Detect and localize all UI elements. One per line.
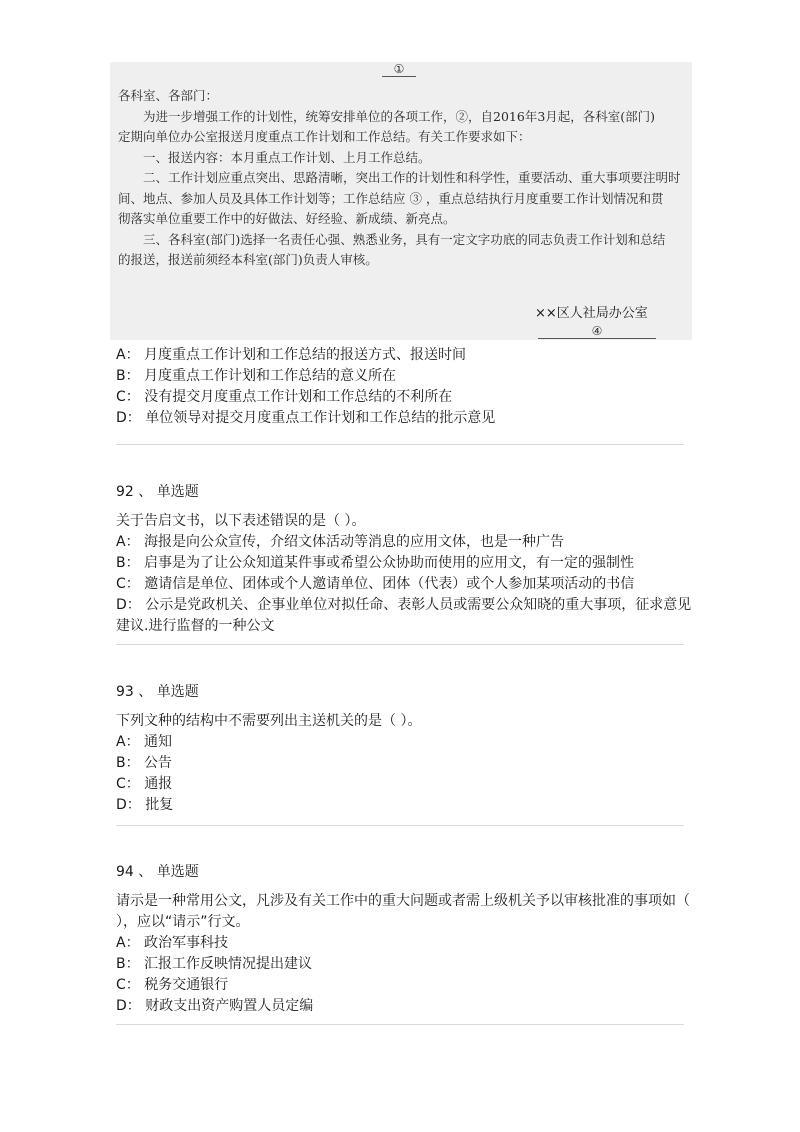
notice-line: 间、地点、参加人员及具体工作计划等；工作总结应 ③ ，重点总结执行月度重要工作计划情况和贯 <box>118 190 664 206</box>
question-header: 92 、 单选题 <box>116 484 199 500</box>
notice-line: 为进一步增强工作的计划性，统筹安排单位的各项工作，②，自2016年3月起，各科室(部门) <box>118 108 656 124</box>
option-a: A： 政治军事科技 <box>116 935 229 951</box>
option-d: D： 财政支出资产购置人员定编 <box>116 998 314 1014</box>
option-b: B： 公告 <box>116 755 173 771</box>
notice-line: 的报送，报送前须经本科室(部门)负责人审核。 <box>118 252 378 267</box>
question-stem: 关于告启文书，以下表述错误的是（ ）。 <box>116 513 366 529</box>
option-d: D： 公示是党政机关、企事业单位对拟任命、表彰人员或需要公众知晓的重大事项，征求意见建议.进行监督的一种公文 <box>116 597 692 634</box>
notice-signature: ××区人社局办公室 <box>535 306 648 321</box>
question-stem: 下列文种的结构中不需要列出主送机关的是（ ）。 <box>116 713 422 729</box>
question-93 <box>116 682 692 816</box>
option-d: D： 单位领导对提交月度重点工作计划和工作总结的批示意见 <box>116 410 496 426</box>
option-b: B： 汇报工作反映情况提出建议 <box>116 956 313 972</box>
option-c: C： 邀请信是单位、团体或个人邀请单位、团体（代表）或个人参加某项活动的书信 <box>116 576 635 592</box>
q91-options <box>116 345 692 429</box>
question-header: 94 、 单选题 <box>116 864 199 880</box>
question-stem: 请示是一种常用公文，凡涉及有关工作中的重大问题或者需上级机关予以审核批准的事项如（ ），应以“请示”行文。 <box>116 893 690 930</box>
notice-line: 各科室、各部门： <box>118 88 219 103</box>
option-a: A： 海报是向公众宣传，介绍文体活动等消息的应用文体，也是一种广告 <box>116 534 565 550</box>
notice-line: 三、各科室(部门)选择一名责任心强、熟悉业务，具有一定文字功底的同志负责工作计划和总结 <box>118 231 666 247</box>
notice-line: 定期向单位办公室报送月度重点工作计划和工作总结。有关工作要求如下： <box>118 129 531 144</box>
option-b: B： 月度重点工作计划和工作总结的意义所在 <box>116 368 397 384</box>
option-b: B： 启事是为了让公众知道某件事或希望公众协助而使用的应用文，有一定的强制性 <box>116 555 635 571</box>
divider <box>116 444 684 445</box>
notice-line: 彻落实单位重要工作中的好做法、好经验、新成绩、新亮点。 <box>118 211 456 226</box>
divider <box>116 1024 684 1025</box>
blank-1: ① <box>375 62 423 77</box>
option-a: A： 月度重点工作计划和工作总结的报送方式、报送时间 <box>116 347 467 363</box>
question-92 <box>116 482 692 637</box>
option-c: C： 通报 <box>116 776 173 792</box>
option-a: A： 通知 <box>116 734 173 750</box>
notice-body <box>118 86 684 271</box>
question-94 <box>116 862 692 1017</box>
option-c: C： 税务交通银行 <box>116 977 229 993</box>
option-d: D： 批复 <box>116 797 174 813</box>
option-c: C： 没有提交月度重点工作计划和工作总结的不利所在 <box>116 389 453 405</box>
notice-line: 一、报送内容：本月重点工作计划、上月工作总结。 <box>118 149 431 165</box>
blank-4: ④ <box>538 324 656 339</box>
notice-line: 二、工作计划应重点突出、思路清晰，突出工作的计划性和科学性，重要活动、重大事项要注明时 <box>118 170 681 185</box>
divider <box>116 644 684 645</box>
scanned-notice-image <box>110 62 692 340</box>
question-header: 93 、 单选题 <box>116 684 199 700</box>
divider <box>116 825 684 826</box>
